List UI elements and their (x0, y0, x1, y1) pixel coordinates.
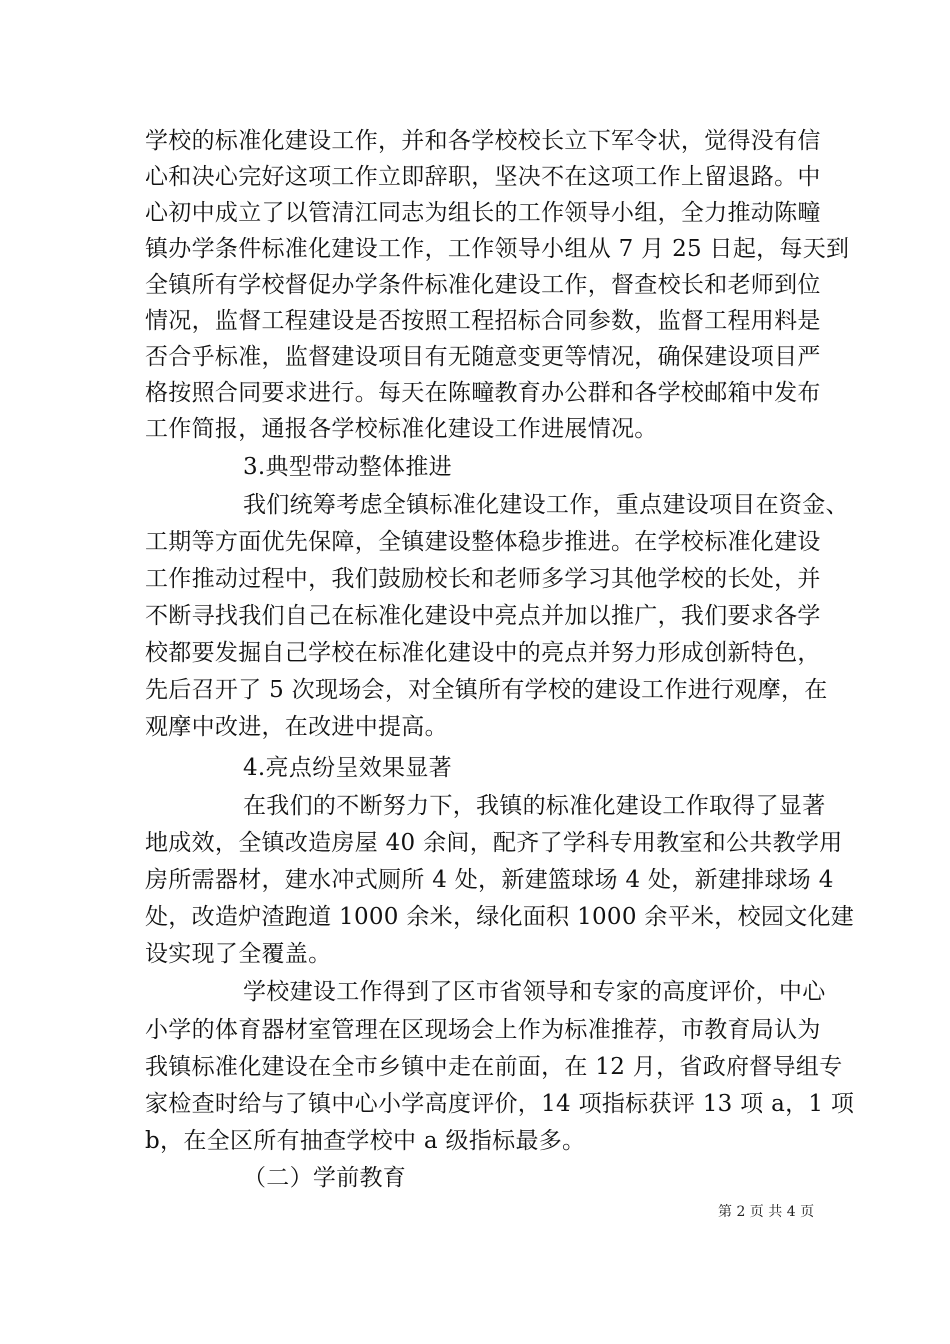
paragraph-line: 我们统筹考虑全镇标准化建设工作，重点建设项目在资金、 (243, 492, 849, 518)
paragraph-line: 工作简报，通报各学校标准化建设工作进展情况。 (145, 416, 658, 442)
paragraph-line: b，在全区所有抽查学校中 a 级指标最多。 (145, 1128, 586, 1154)
paragraph-line: 小学的体育器材室管理在区现场会上作为标准推荐，市教育局认为 (145, 1017, 821, 1043)
section-heading: 3.典型带动整体推进 (243, 454, 452, 480)
paragraph-line: 学校的标准化建设工作，并和各学校校长立下军令状，觉得没有信 (145, 128, 821, 154)
section-heading: 4.亮点纷呈效果显著 (243, 755, 452, 781)
paragraph-line: 房所需器材，建水冲式厕所 4 处，新建篮球场 4 处，新建排球场 4 (145, 867, 834, 893)
paragraph-line: 我镇标准化建设在全市乡镇中走在前面，在 12 月，省政府督导组专 (145, 1054, 843, 1080)
paragraph-line: 家检查时给与了镇中心小学高度评价，14 项指标获评 13 项 a，1 项 (145, 1091, 855, 1117)
paragraph-line: 先后召开了 5 次现场会，对全镇所有学校的建设工作进行观摩，在 (145, 677, 828, 703)
paragraph-line: 心初中成立了以管清江同志为组长的工作领导小组，全力推动陈疃 (145, 200, 821, 226)
paragraph-line: 否合乎标准，监督建设项目有无随意变更等情况，确保建设项目严 (145, 344, 821, 370)
paragraph-line: 在我们的不断努力下，我镇的标准化建设工作取得了显著 (243, 793, 826, 819)
paragraph-line: 全镇所有学校督促办学条件标准化建设工作，督查校长和老师到位 (145, 272, 821, 298)
paragraph-line: 工作推动过程中，我们鼓励校长和老师多学习其他学校的长处，并 (145, 566, 821, 592)
paragraph-line: 情况，监督工程建设是否按照工程招标合同参数，监督工程用料是 (145, 308, 821, 334)
paragraph-line: 镇办学条件标准化建设工作，工作领导小组从 7 月 25 日起，每天到 (145, 236, 850, 262)
section-heading: （二）学前教育 (243, 1165, 407, 1191)
paragraph-line: 工期等方面优先保障，全镇建设整体稳步推进。在学校标准化建设 (145, 529, 821, 555)
paragraph-line: 学校建设工作得到了区市省领导和专家的高度评价，中心 (243, 979, 826, 1005)
paragraph-line: 观摩中改进，在改进中提高。 (145, 714, 448, 740)
paragraph-line: 校都要发掘自己学校在标准化建设中的亮点并努力形成创新特色， (145, 640, 821, 666)
paragraph-line: 设实现了全覆盖。 (145, 941, 332, 967)
page-number: 第 2 页 共 4 页 (718, 1204, 815, 1220)
paragraph-line: 心和决心完好这项工作立即辞职，坚决不在这项工作上留退路。中 (145, 164, 821, 190)
paragraph-line: 处，改造炉渣跑道 1000 余米，绿化面积 1000 余平米，校园文化建 (145, 904, 855, 930)
paragraph-line: 不断寻找我们自己在标准化建设中亮点并加以推广，我们要求各学 (145, 603, 821, 629)
paragraph-line: 格按照合同要求进行。每天在陈疃教育办公群和各学校邮箱中发布 (145, 380, 821, 406)
paragraph-line: 地成效，全镇改造房屋 40 余间，配齐了学科专用教室和公共教学用 (145, 830, 843, 856)
